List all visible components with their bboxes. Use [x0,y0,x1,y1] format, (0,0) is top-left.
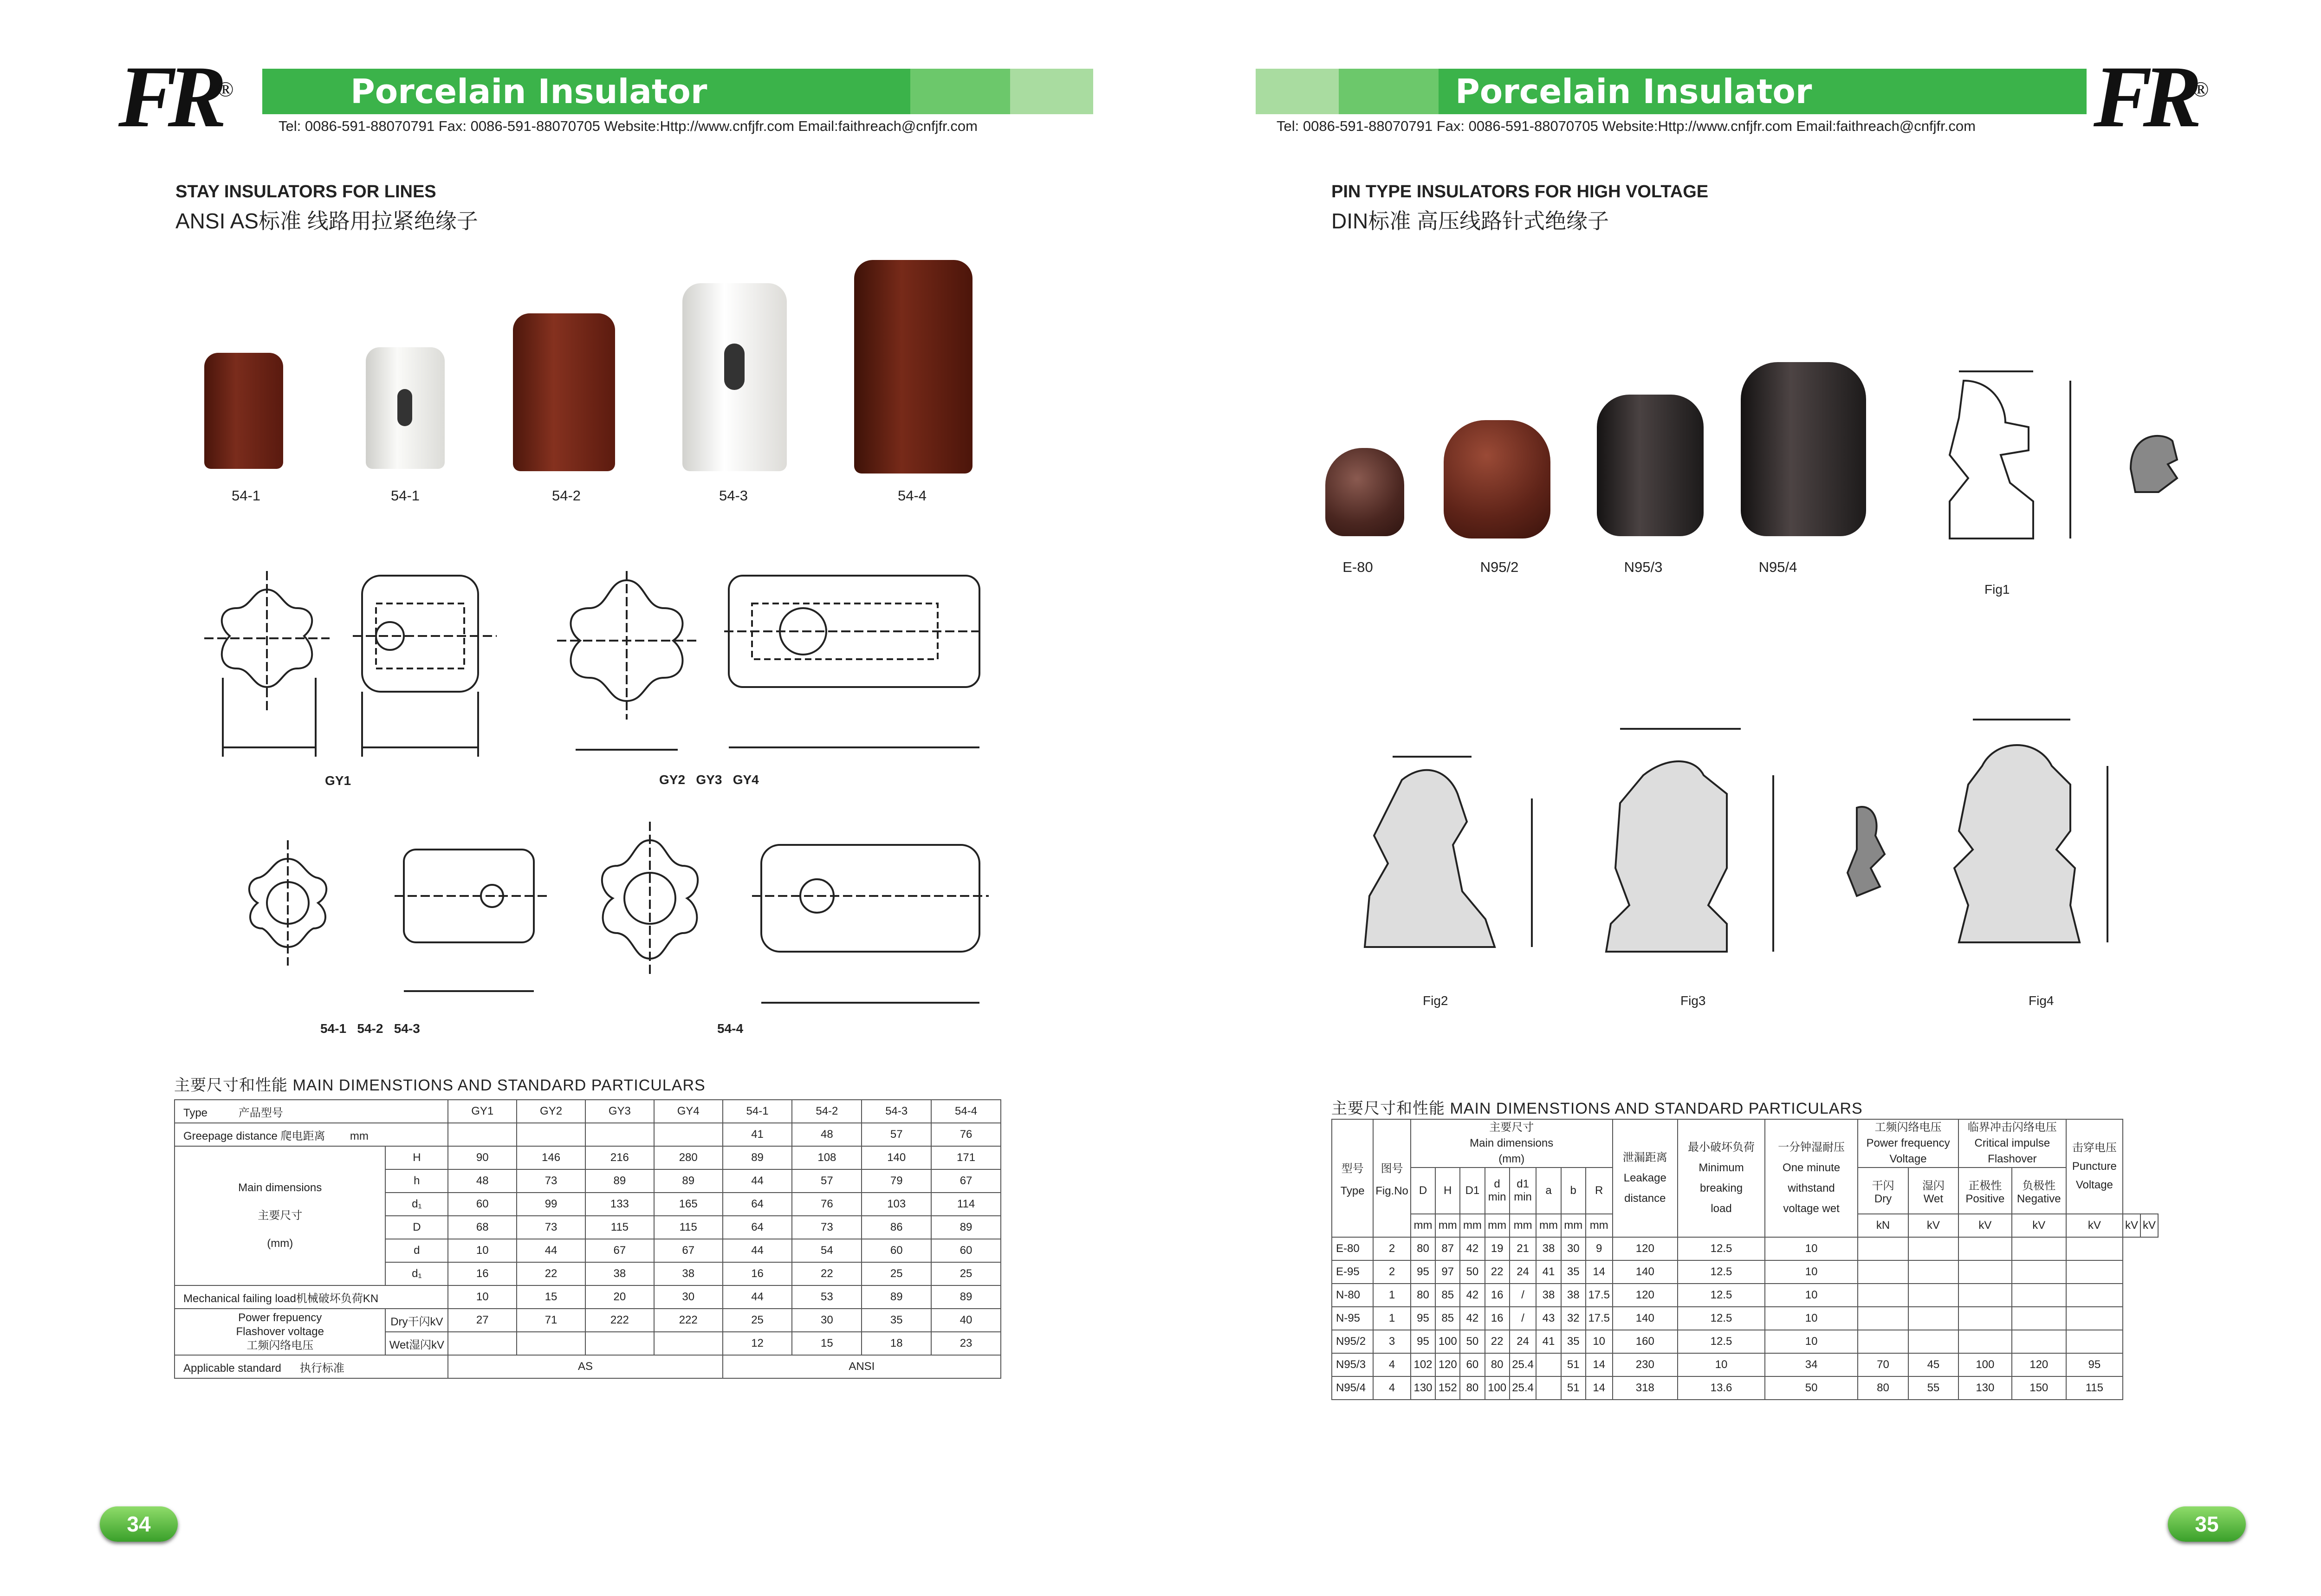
table-row: d₁ 16 22 38 38 16 22 25 25 [175,1262,1001,1285]
table-cell: 150 [2012,1376,2066,1400]
table-cell: 51 [1561,1353,1586,1376]
table-row: Applicable standard 执行标准 AS ANSI [175,1355,1001,1378]
table-row: Greepage distance 爬电距离 mm 41 48 57 76 [175,1123,1001,1146]
figure-label-fig4: Fig4 [2029,993,2054,1008]
table-cell: 10 [1765,1330,1858,1353]
table-cell: 10 [1765,1307,1858,1330]
table-row: d₁ 60 99 133 165 64 76 103 114 [175,1193,1001,1216]
brand-logo-left: FR® [118,48,225,146]
table-row: h 48 73 89 89 44 57 79 67 [175,1169,1001,1193]
table-cell: 10 [1765,1284,1858,1307]
table-cell: N-80 [1332,1284,1373,1307]
table-cell [1908,1237,1958,1260]
table-cell: 2 [1373,1260,1411,1284]
table-cell: 80 [1858,1376,1908,1400]
table-cell: 100 [1958,1353,2012,1376]
table-cell: 10 [1765,1237,1858,1260]
table-cell: 318 [1613,1376,1678,1400]
product-caption: N95/2 [1480,559,1519,575]
table-cell [1858,1330,1908,1353]
table-cell: 120 [1435,1353,1460,1376]
table-cell: 140 [1613,1260,1678,1284]
table-cell: 95 [1411,1330,1435,1353]
header-banner-right [1256,69,2087,114]
table-cell: 35 [1561,1260,1586,1284]
page-number-right: 35 [2168,1506,2246,1542]
product-caption: 54-2 [551,487,581,504]
table-row [1332,1307,2158,1330]
table-cell: 80 [1411,1237,1435,1260]
table-cell: 9 [1586,1237,1613,1260]
table-cell: 60 [1460,1353,1485,1376]
table-cell [1908,1307,1958,1330]
table-cell [1858,1237,1908,1260]
table-cell: / [1510,1307,1537,1330]
table-cell [2012,1330,2066,1353]
table-cell: 2 [1373,1237,1411,1260]
table-row [1332,1376,2158,1400]
table-cell: 13.6 [1678,1376,1765,1400]
drawing-fig4 [1940,710,2126,970]
product-photo-n95-3 [1597,395,1704,536]
product-caption: 54-3 [719,487,748,504]
table-row [1332,1284,2158,1307]
table-cell: 16 [1485,1284,1510,1307]
table-cell: 4 [1373,1353,1411,1376]
table-cell: 120 [1613,1237,1678,1260]
table-cell: 24 [1510,1330,1537,1353]
table-cell: 152 [1435,1376,1460,1400]
table-cell: 120 [2012,1353,2066,1376]
figure-label-54-1-2-3: 54-1 54-2 54-3 [320,1021,420,1036]
table-cell: 1 [1373,1307,1411,1330]
drawing-gy1-end [204,571,330,757]
figure-label-gy1: GY1 [325,773,351,788]
table-cell: 100 [1485,1376,1510,1400]
table-cell [1908,1284,1958,1307]
table-cell: 22 [1485,1330,1510,1353]
table-cell [1958,1284,2012,1307]
figure-label-fig3: Fig3 [1680,993,1706,1008]
figure-label-fig1: Fig1 [1984,582,2010,597]
table-cell: 80 [1411,1284,1435,1307]
product-photo-54-4 [854,260,972,474]
drawing-fig2 [1346,743,1541,956]
table-row [1332,1353,2158,1376]
table-row [1332,1237,2158,1260]
table-cell: 51 [1561,1376,1586,1400]
table-cell: 14 [1586,1376,1613,1400]
table-cell: 3 [1373,1330,1411,1353]
product-photo-54-2 [513,313,615,471]
product-caption: N95/4 [1758,559,1797,575]
table-cell: 14 [1586,1353,1613,1376]
drawing-fig3-profile [1829,789,1903,910]
table-cell: 95 [2066,1353,2123,1376]
table-cell: 70 [1858,1353,1908,1376]
table-cell: 130 [1958,1376,2012,1400]
table-cell [1908,1260,1958,1284]
table-cell: N95/3 [1332,1353,1373,1376]
table-cell: 85 [1435,1307,1460,1330]
table-cell: 10 [1678,1353,1765,1376]
table-cell: 85 [1435,1284,1460,1307]
table-cell: 22 [1485,1260,1510,1284]
table-cell: 97 [1435,1260,1460,1284]
table-cell: 50 [1765,1376,1858,1400]
table-cell [2066,1260,2123,1284]
table-cell: 80 [1485,1353,1510,1376]
table-cell: N-95 [1332,1307,1373,1330]
table-cell: 42 [1460,1284,1485,1307]
table-cell: 120 [1613,1284,1678,1307]
section-heading-en: STAY INSULATORS FOR LINES [175,182,436,201]
table-cell [1536,1353,1561,1376]
table-cell: 17.5 [1586,1307,1613,1330]
table-cell [1958,1330,2012,1353]
right-table-title: 主要尺寸和性能 MAIN DIMENSTIONS AND STANDARD PARTICULARS [1331,1100,1863,1117]
table-cell [1858,1307,1908,1330]
table-cell: 12.5 [1678,1284,1765,1307]
table-cell [1908,1330,1958,1353]
table-row: Mechanical failing load机械破坏负荷KN 10 15 20 30 44 53 89 89 [175,1285,1001,1309]
drawing-fig1 [1894,362,2089,552]
table-cell: 230 [1613,1353,1678,1376]
header-contact-right: Tel: 0086-591-88070791 Fax: 0086-591-88070705 Website:Http://www.cnfjfr.com Email:faithreach@cnfjfr.com [1277,118,1976,134]
drawing-fig1-profile [2117,413,2191,506]
product-photo-54-1-brown [204,353,283,469]
table-cell: N95/2 [1332,1330,1373,1353]
table-row: Wet湿闪kV 12 15 18 23 [175,1332,1001,1355]
table-row [1332,1330,2158,1353]
page-number-left: 34 [100,1506,178,1542]
table-cell [2066,1237,2123,1260]
section-heading-cn: ANSI AS标准 线路用拉紧绝缘子 [175,209,478,233]
table-row: Power frepuency Flashover voltage 工频闪络电压 Dry干闪kV 27 71 222 222 25 30 35 40 [175,1309,1001,1332]
brand-logo-right: FR® [2094,48,2200,146]
table-cell: 102 [1411,1353,1435,1376]
table-cell: 38 [1536,1237,1561,1260]
table-cell: 24 [1510,1260,1537,1284]
table-cell: 100 [1435,1330,1460,1353]
table-cell: 4 [1373,1376,1411,1400]
drawing-54-end [218,803,357,989]
table-cell: 16 [1485,1307,1510,1330]
figure-label-gy234: GY2 GY3 GY4 [659,772,759,787]
table-row: Type 产品型号 GY1 GY2 GY3 GY4 54-1 54-2 54-3 54-4 [175,1100,1001,1123]
product-photo-n95-4 [1741,362,1866,536]
drawing-fig3 [1588,720,1783,961]
product-caption: 54-1 [390,487,420,504]
table-cell: 41 [1536,1330,1561,1353]
table-cell: 30 [1561,1237,1586,1260]
table-cell: 32 [1561,1307,1586,1330]
drawing-54-side [395,817,548,1003]
table-row: D 68 73 115 115 64 73 86 89 [175,1216,1001,1239]
table-cell: 95 [1411,1307,1435,1330]
table-cell: 1 [1373,1284,1411,1307]
left-table-title: 主要尺寸和性能 MAIN DIMENSTIONS AND STANDARD PARTICULARS [174,1077,706,1094]
table-cell: 10 [1765,1260,1858,1284]
table-row: d 10 44 67 67 44 54 60 60 [175,1239,1001,1262]
table-cell [1858,1260,1908,1284]
table-cell: 43 [1536,1307,1561,1330]
table-cell: 45 [1908,1353,1958,1376]
table-cell: N95/4 [1332,1376,1373,1400]
figure-label-54-4: 54-4 [717,1021,744,1036]
table-units-row: mm mm mm mm mm mm mm mm kN kV kV kV kV kV kV [1332,1214,2158,1237]
table-cell: 12.5 [1678,1260,1765,1284]
table-cell: 21 [1510,1237,1537,1260]
table-cell: / [1510,1284,1537,1307]
table-cell [2066,1307,2123,1330]
header-contact-left: Tel: 0086-591-88070791 Fax: 0086-591-88070705 Website:Http://www.cnfjfr.com Email:faithreach@cnfjfr.com [279,118,978,134]
table-cell: 80 [1460,1376,1485,1400]
left-spec-table [174,1099,1001,1379]
product-caption: N95/3 [1624,559,1663,575]
section-heading-en: PIN TYPE INSULATORS FOR HIGH VOLTAGE [1331,182,1709,201]
product-photo-54-3 [682,283,787,471]
table-cell: 14 [1586,1260,1613,1284]
table-cell: E-95 [1332,1260,1373,1284]
product-photo-e-80 [1325,448,1404,536]
table-cell: 160 [1613,1330,1678,1353]
table-cell [2012,1307,2066,1330]
product-photo-n95-2 [1444,420,1550,538]
drawing-gy1-side [353,557,497,757]
table-cell [1958,1237,2012,1260]
table-cell [1958,1307,2012,1330]
table-cell: 19 [1485,1237,1510,1260]
table-cell: 140 [1613,1307,1678,1330]
table-cell: 10 [1586,1330,1613,1353]
table-cell [1858,1284,1908,1307]
table-cell: 42 [1460,1237,1485,1260]
table-cell [2066,1330,2123,1353]
table-cell: 50 [1460,1260,1485,1284]
drawing-gy2-side [724,548,984,757]
table-cell [2066,1284,2123,1307]
table-cell: 34 [1765,1353,1858,1376]
table-cell: 55 [1908,1376,1958,1400]
table-cell: 35 [1561,1330,1586,1353]
table-cell: 42 [1460,1307,1485,1330]
figure-label-fig2: Fig2 [1423,993,1448,1008]
table-cell: 38 [1536,1284,1561,1307]
table-cell [1958,1260,2012,1284]
table-cell: 87 [1435,1237,1460,1260]
header-title: Porcelain Insulator [350,72,707,111]
section-heading-cn: DIN标准 高压线路针式绝缘子 [1331,209,1609,233]
table-cell [2012,1237,2066,1260]
table-row [1332,1260,2158,1284]
table-row: Main dimensions 主要尺寸 (mm) H 90 146 216 280 89 108 140 171 [175,1146,1001,1169]
table-cell: 95 [1411,1260,1435,1284]
table-cell: 41 [1536,1260,1561,1284]
table-cell: 25.4 [1510,1353,1537,1376]
table-header-row: D H D1 d min d1 min a b R 干闪 Dry 湿闪 Wet 正极性 Positive 负极性 Negative [1332,1168,2158,1214]
right-spec-table [1331,1119,2159,1400]
table-cell: 12.5 [1678,1237,1765,1260]
table-cell: 12.5 [1678,1330,1765,1353]
table-cell [2012,1284,2066,1307]
drawing-gy2-end [557,571,696,757]
table-cell: 38 [1561,1284,1586,1307]
drawing-54-4-side [752,817,989,1017]
table-header-row: 型号 Type 图号 Fig.No 主要尺寸 Main dimensions (mm) 泄漏距离 Leakage distance 最小破坏负荷 Minimum breaking load 一分钟湿耐压 One minute withstand voltage wet 工频闪络电压 Power frequency Voltage 临界冲击闪络电压 Critical impulse Flashover 击穿电压 Puncture Voltage [1332,1119,2158,1168]
table-cell: 12.5 [1678,1307,1765,1330]
table-cell: E-80 [1332,1237,1373,1260]
product-caption: E-80 [1342,559,1373,575]
header-title: Porcelain Insulator [1455,72,1812,111]
table-cell: 17.5 [1586,1284,1613,1307]
product-caption: 54-1 [231,487,261,504]
table-cell: 25.4 [1510,1376,1537,1400]
product-photo-54-1-white [366,347,445,469]
table-cell: 50 [1460,1330,1485,1353]
table-cell: 115 [2066,1376,2123,1400]
product-caption: 54-4 [897,487,927,504]
table-cell [2012,1260,2066,1284]
header-banner-left [262,69,1093,114]
table-cell [1536,1376,1561,1400]
drawing-54-4-end [580,822,720,1007]
table-cell: 130 [1411,1376,1435,1400]
